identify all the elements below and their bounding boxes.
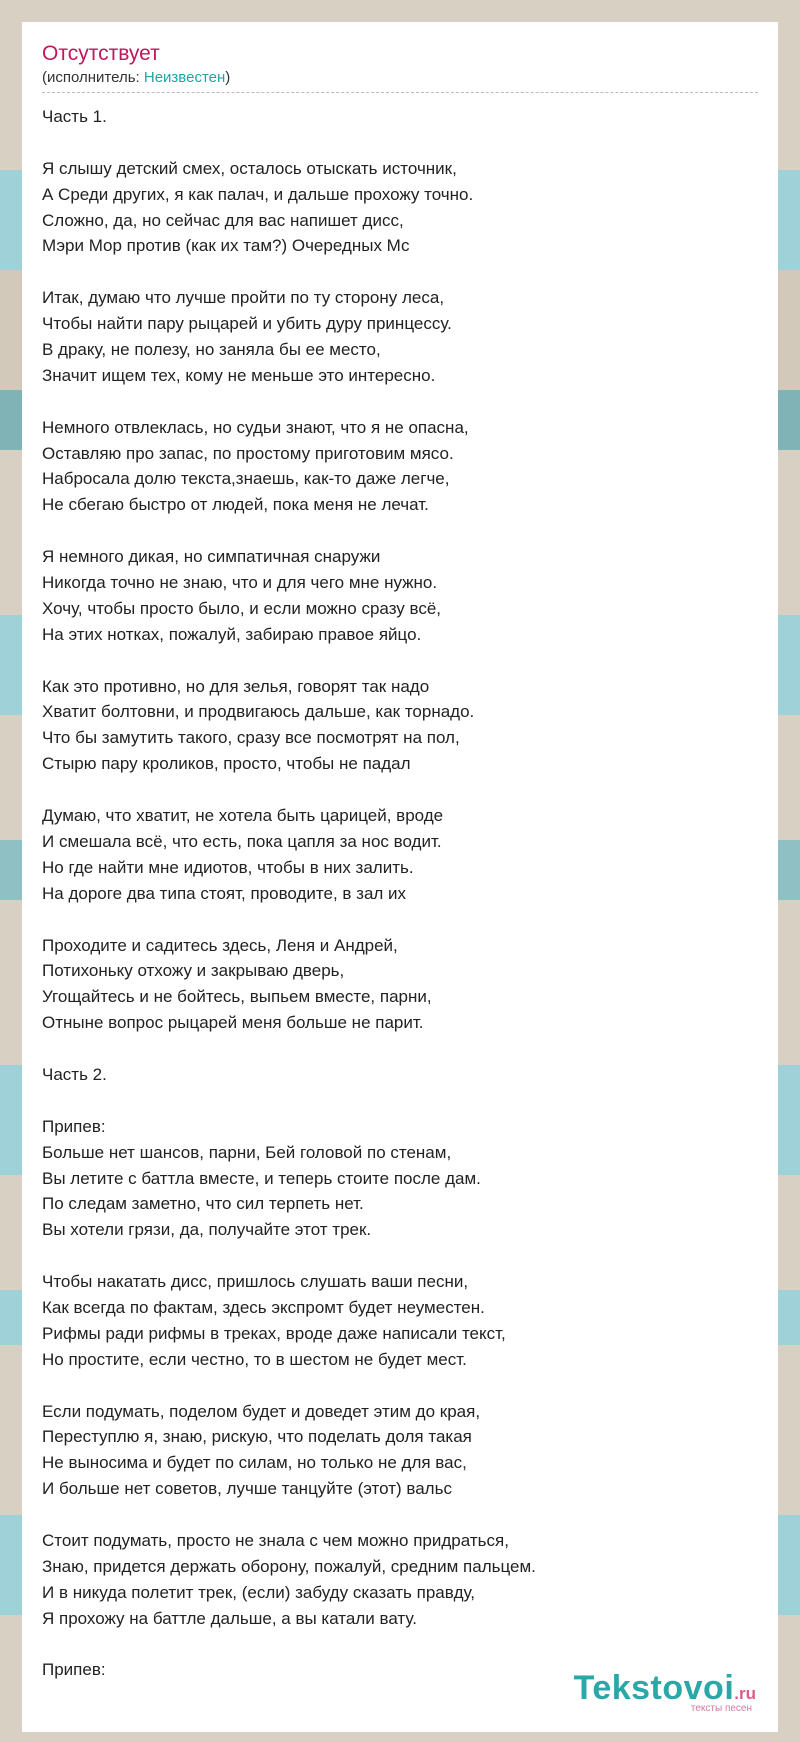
logo-main: Tekstovoi	[573, 1669, 735, 1707]
lyric-line: Набросала долю текста,знаешь, как-то даже легче,	[42, 469, 450, 489]
lyric-line: Сложно, да, но сейчас для вас напишет дисс,	[42, 210, 404, 230]
lyric-line: Я слышу детский смех, осталось отыскать источник,	[42, 158, 457, 178]
lyric-line: Итак, думаю что лучше пройти по ту сторону леса,	[42, 288, 445, 308]
site-logo[interactable]	[574, 1671, 756, 1714]
lyric-line	[42, 777, 536, 803]
lyric-line	[42, 648, 536, 674]
lyric-line: Но простите, если честно, то в шестом не будет мест.	[42, 1349, 467, 1369]
lyric-line: На дороге два типа стоят, проводите, в зал их	[42, 883, 407, 903]
lyric-line: Больше нет шансов, парни, Бей головой по стенам,	[42, 1142, 452, 1162]
lyric-line: И смешала всё, что есть, пока цапля за нос водит.	[42, 831, 442, 851]
lyrics-card	[22, 22, 778, 1732]
artist-suffix: )	[225, 69, 231, 86]
lyric-line	[42, 518, 536, 544]
lyric-line	[42, 907, 536, 933]
lyric-line: Думаю, что хватит, не хотела быть царицей, вроде	[42, 806, 444, 826]
lyric-line: Я прохожу на баттле дальше, а вы катали вату.	[42, 1608, 417, 1628]
lyric-line	[42, 1036, 536, 1062]
lyric-line: Рифмы ради рифмы в треках, вроде даже написали текст,	[42, 1323, 506, 1343]
lyric-line: Не выносима и будет по силам, но только не для вас,	[42, 1453, 467, 1473]
lyric-line: Часть 1.	[42, 107, 107, 126]
lyric-line: Припев:	[42, 1660, 106, 1680]
lyric-line: В драку, не полезу, но заняла бы ее место,	[42, 340, 381, 360]
lyric-line: Оставляю про запас, по простому приготовим мясо.	[42, 443, 454, 463]
lyric-line: На этих нотках, пожалуй, забираю правое яйцо.	[42, 624, 422, 644]
lyric-line: Мэри Мор против (как их там?) Очередных Мс	[42, 236, 410, 256]
lyric-line: Хочу, чтобы просто было, и если можно сразу всё,	[42, 598, 442, 618]
lyric-line: И в никуда полетит трек, (если) забуду сказать правду,	[42, 1582, 476, 1602]
lyric-line: Стырю пару кроликов, просто, чтобы не падал	[42, 754, 411, 774]
lyric-line	[42, 130, 536, 156]
logo-tagline: тексты песен	[690, 1703, 752, 1714]
lyric-line	[42, 1632, 536, 1658]
lyric-line: Не сбегаю быстро от людей, пока меня не лечат.	[42, 495, 429, 515]
lyric-line: Часть 2.	[42, 1064, 107, 1084]
lyric-line: Припев:	[42, 1116, 106, 1136]
lyric-line: Проходите и садитесь здесь, Леня и Андрей,	[42, 935, 398, 955]
header-divider	[42, 92, 758, 93]
lyric-line: А Среди других, я как палач, и дальше прохожу точно.	[42, 184, 474, 204]
lyric-line	[42, 1088, 536, 1114]
lyric-line: Вы хотели грязи, да, получайте этот трек.	[42, 1220, 372, 1240]
lyric-line: Никогда точно не знаю, что и для чего мне нужно.	[42, 573, 438, 593]
lyric-line: Как всегда по фактам, здесь экспромт будет неуместен.	[42, 1297, 485, 1317]
artist-link[interactable]: Неизвестен	[143, 69, 226, 86]
song-header	[42, 42, 230, 86]
lyric-line	[42, 1243, 536, 1269]
lyric-line: Значит ищем тех, кому не меньше это интересно.	[42, 365, 436, 385]
lyric-line: Чтобы найти пару рыцарей и убить дуру принцессу.	[42, 314, 452, 334]
lyric-line	[42, 1373, 536, 1399]
song-title: Отсутствует	[42, 42, 160, 65]
lyric-line	[42, 389, 536, 415]
lyric-line: Но где найти мне идиотов, чтобы в них залить.	[42, 857, 414, 877]
lyric-line: Чтобы накатать дисс, пришлось слушать ваши песни,	[42, 1272, 469, 1292]
lyric-line: Знаю, придется держать оборону, пожалуй, средним пальцем.	[42, 1556, 536, 1576]
lyrics-text	[42, 104, 536, 1683]
lyric-line: И больше нет советов, лучше танцуйте (этот) вальс	[42, 1479, 452, 1499]
lyric-line: Немного отвлеклась, но судьи знают, что я не опасна,	[42, 417, 469, 437]
lyric-line: Что бы замутить такого, сразу все посмотрят на пол,	[42, 728, 460, 748]
lyric-line	[42, 259, 536, 285]
artist-prefix: (исполнитель:	[42, 69, 144, 86]
lyric-line: Если подумать, поделом будет и доведет этим до края,	[42, 1401, 481, 1421]
lyric-line: Я немного дикая, но симпатичная снаружи	[42, 547, 381, 567]
lyric-line: Переступлю я, знаю, рискую, что поделать доля такая	[42, 1427, 472, 1447]
lyric-line: Отныне вопрос рыцарей меня больше не парит.	[42, 1013, 424, 1033]
artist-line	[42, 69, 230, 86]
lyric-line: Потихоньку отхожу и закрываю дверь,	[42, 961, 345, 981]
logo-suffix: .ru	[734, 1684, 756, 1703]
lyric-line	[42, 1502, 536, 1528]
lyric-line: Угощайтесь и не бойтесь, выпьем вместе, парни,	[42, 987, 432, 1007]
lyric-line: Как это противно, но для зелья, говорят так надо	[42, 676, 430, 696]
lyric-line: Хватит болтовни, и продвигаюсь дальше, как торнадо.	[42, 702, 475, 722]
lyric-line: Вы летите с баттла вместе, и теперь стоите после дам.	[42, 1168, 481, 1188]
lyric-line: Стоит подумать, просто не знала с чем можно придраться,	[42, 1530, 509, 1550]
lyric-line: По следам заметно, что сил терпеть нет.	[42, 1194, 364, 1214]
